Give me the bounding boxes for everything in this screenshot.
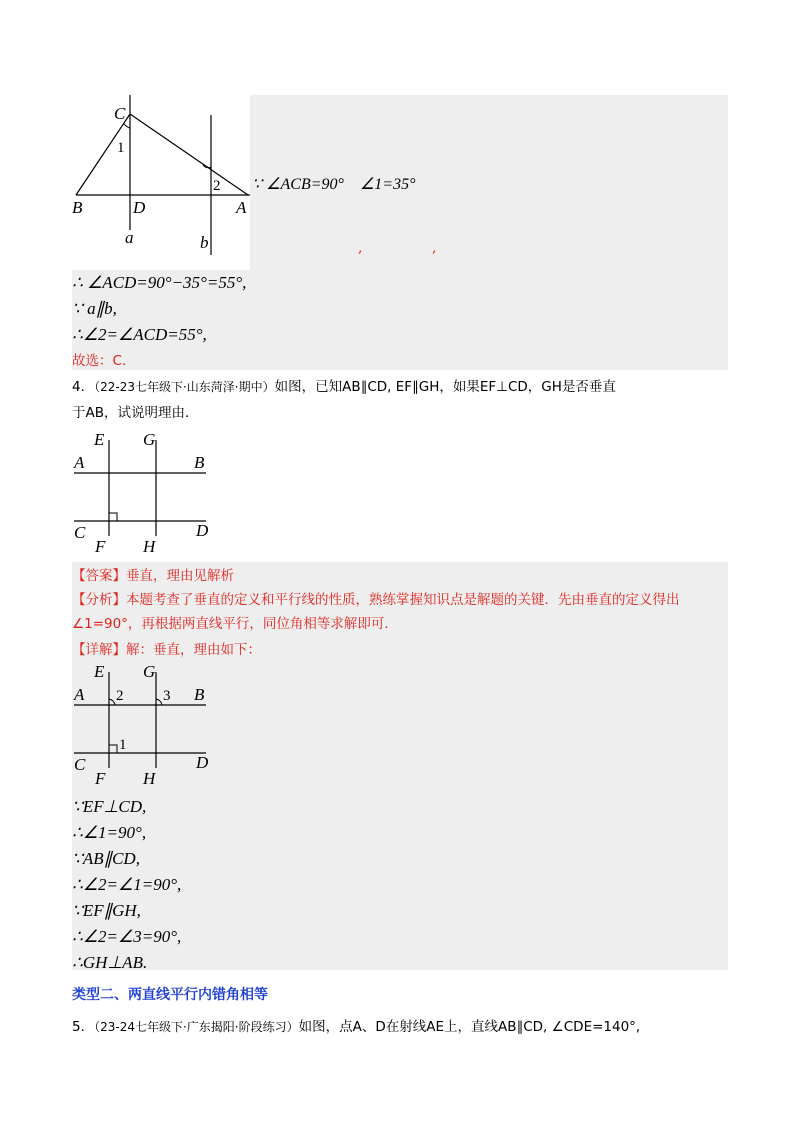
question-number: 5． <box>72 1019 95 1035</box>
label-B: B <box>194 685 205 704</box>
question-text: 如图，点A、D在射线AE上，直线AB∥CD, ∠CDE=140°, <box>298 1019 641 1035</box>
analysis-line-1 <box>72 590 680 610</box>
figure-parallel-lines-angles <box>72 660 212 788</box>
answer-line <box>72 566 234 586</box>
question-number: 4． <box>72 379 95 395</box>
question-source: （22-23七年级下·山东菏泽·期中） <box>94 380 275 394</box>
label-E: E <box>94 662 105 681</box>
given-condition: ∵ ∠ACB=90° ∠1=35° <box>252 176 416 193</box>
stray-comma-2: , <box>432 240 437 256</box>
label-C: C <box>114 104 126 123</box>
question-5-line-1 <box>72 1017 640 1037</box>
solution-line-3: ∴∠2=∠ACD=55°, <box>72 325 207 344</box>
detail-text: 解：垂直，理由如下： <box>126 642 261 658</box>
answer-text: 垂直，理由见解析 <box>126 568 234 584</box>
label-H: H <box>143 769 156 788</box>
proof-step-7: ∴GH⊥AB. <box>72 953 148 972</box>
label-B: B <box>72 198 83 217</box>
analysis-text: 本题考查了垂直的定义和平行线的性质，熟练掌握知识点是解题的关键．先由垂直的定义得出 <box>126 592 680 608</box>
proof-step-1: ∵EF⊥CD, <box>72 797 147 816</box>
detail-tag: 【详解】 <box>72 642 126 658</box>
analysis-line-2: ∠1=90°，再根据两直线平行，同位角相等求解即可． <box>72 616 398 632</box>
solution-line-1: ∴ ∠ACD=90°−35°=55°, <box>72 273 247 292</box>
stray-comma-1: , <box>358 240 363 256</box>
proof-step-3: ∵AB∥CD, <box>72 849 140 868</box>
label-C: C <box>74 523 86 542</box>
question-4-line-2: 于AB，试说明理由． <box>72 405 199 421</box>
label-G: G <box>143 430 156 449</box>
label-H: H <box>143 537 156 556</box>
proof-step-4: ∴∠2=∠1=90°, <box>72 875 182 894</box>
label-A: A <box>236 198 247 217</box>
label-F: F <box>95 537 106 556</box>
detail-line <box>72 640 261 660</box>
figure-triangle-abc <box>72 95 250 260</box>
figure-parallel-lines <box>72 428 212 556</box>
question-source: （23-24七年级下·广东揭阳·阶段练习） <box>94 1020 299 1034</box>
question-text: 如图，已知AB∥CD, EF∥GH，如果EF⊥CD，GH是否垂直 <box>274 379 616 395</box>
label-D: D <box>196 521 209 540</box>
label-C: C <box>74 755 86 774</box>
answer-tag: 【答案】 <box>72 568 126 584</box>
analysis-tag: 【分析】 <box>72 592 126 608</box>
label-E: E <box>94 430 105 449</box>
label-b: b <box>200 233 209 252</box>
section-title: 类型二、两直线平行内错角相等 <box>72 987 268 1003</box>
label-D: D <box>196 753 209 772</box>
label-F: F <box>95 769 106 788</box>
answer-choice: 故选：C. <box>72 353 127 369</box>
label-2: 2 <box>213 178 221 194</box>
label-G: G <box>143 662 156 681</box>
label-D: D <box>133 198 146 217</box>
label-A: A <box>74 685 85 704</box>
label-1: 1 <box>117 140 125 156</box>
label-a: a <box>125 228 134 247</box>
label-2: 2 <box>116 688 124 704</box>
label-B: B <box>194 453 205 472</box>
proof-step-2: ∴∠1=90°, <box>72 823 147 842</box>
solution-line-2: ∵ a∥b, <box>72 299 117 318</box>
label-A: A <box>74 453 85 472</box>
label-3: 3 <box>163 688 171 704</box>
proof-step-5: ∵EF∥GH, <box>72 901 141 920</box>
label-1: 1 <box>119 737 127 753</box>
proof-step-6: ∴∠2=∠3=90°, <box>72 927 182 946</box>
question-4-line-1 <box>72 377 616 397</box>
